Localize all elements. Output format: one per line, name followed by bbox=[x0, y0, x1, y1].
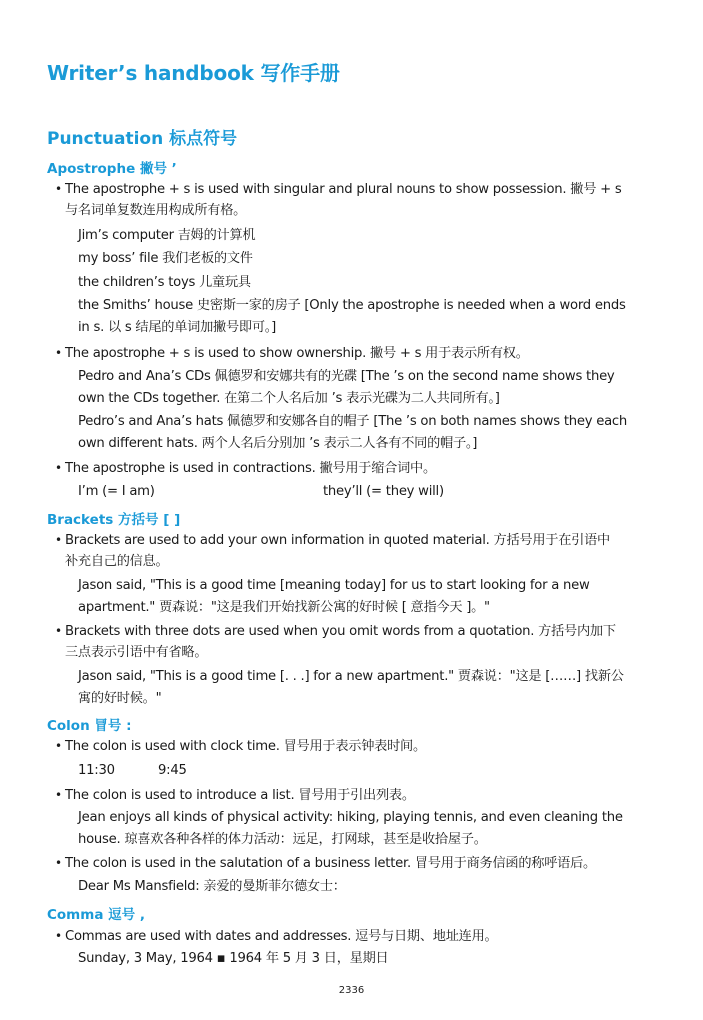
example-line: Sunday, 3 May, 1964 ▪ 1964 年 5 月 3 日，星期日 bbox=[78, 951, 389, 966]
bullet-text: Brackets with three dots are used when you omit words from a quotation. 方括号内加下 bbox=[65, 624, 616, 639]
subheading-brackets: Brackets 方括号 [ ] bbox=[47, 512, 181, 528]
example-line: my boss’ file 我们老板的文件 bbox=[78, 251, 253, 266]
bullet-dot: • bbox=[55, 182, 62, 196]
subheading-colon: Colon 冒号 : bbox=[47, 718, 132, 734]
bullet-item bbox=[55, 623, 616, 640]
bullet-dot: • bbox=[55, 788, 62, 802]
example-line-continued: own the CDs together. 在第二个人名后加 ’s 表示光碟为二人共同所有。] bbox=[78, 391, 500, 406]
bullet-dot: • bbox=[55, 929, 62, 943]
example-line: the children’s toys 儿童玩具 bbox=[78, 275, 251, 290]
bullet-text: The apostrophe + s is used to show ownership. 撇号 + s 用于表示所有权。 bbox=[65, 346, 529, 361]
example-line: they’ll (= they will) bbox=[323, 484, 444, 499]
bullet-item bbox=[55, 345, 529, 362]
bullet-text-continued: 与名词单复数连用构成所有格。 bbox=[65, 203, 247, 218]
example-line: 11:30 bbox=[78, 763, 115, 778]
example-line-continued: in s. 以 s 结尾的单词加撇号即可。] bbox=[78, 320, 277, 335]
example-line-continued: apartment." 贾森说："这是我们开始找新公寓的好时候 [ 意指今天 ]。" bbox=[78, 600, 490, 615]
example-line: Jim’s computer 吉姆的计算机 bbox=[78, 228, 256, 243]
bullet-item bbox=[55, 532, 610, 549]
example-line: Dear Ms Mansfield: 亲爱的曼斯菲尔德女士： bbox=[78, 879, 346, 894]
bullet-text: The apostrophe is used in contractions. 撇号用于缩合词中。 bbox=[65, 461, 436, 476]
bullet-text-continued: 三点表示引语中有省略。 bbox=[65, 645, 208, 660]
bullet-item bbox=[55, 787, 415, 804]
bullet-dot: • bbox=[55, 739, 62, 753]
bullet-text: The colon is used to introduce a list. 冒号用于引出列表。 bbox=[65, 788, 415, 803]
bullet-text: The apostrophe + s is used with singular and plural nouns to show possession. 撇号 + s bbox=[65, 182, 622, 197]
example-line: Jean enjoys all kinds of physical activity: hiking, playing tennis, and even cleaning the bbox=[78, 810, 623, 825]
example-line: 9:45 bbox=[158, 763, 187, 778]
bullet-text: The colon is used with clock time. 冒号用于表示钟表时间。 bbox=[65, 739, 426, 754]
example-line: the Smiths’ house 史密斯一家的房子 [Only the apostrophe is needed when a word ends bbox=[78, 298, 626, 313]
bullet-dot: • bbox=[55, 856, 62, 870]
bullet-dot: • bbox=[55, 624, 62, 638]
example-line-continued: house. 琼喜欢各种各样的体力活动：远足，打网球，甚至是收拾屋子。 bbox=[78, 832, 487, 847]
page-title: Writer’s handbook 写作手册 bbox=[47, 61, 340, 85]
subheading-comma: Comma 逗号 , bbox=[47, 907, 145, 923]
bullet-dot: • bbox=[55, 461, 62, 475]
bullet-text: The colon is used in the salutation of a business letter. 冒号用于商务信函的称呼语后。 bbox=[65, 856, 596, 871]
example-line: I’m (= I am) bbox=[78, 484, 155, 499]
bullet-item bbox=[55, 460, 436, 477]
section-heading-punctuation: Punctuation 标点符号 bbox=[47, 129, 238, 149]
bullet-text: Brackets are used to add your own information in quoted material. 方括号用于在引语中 bbox=[65, 533, 610, 548]
subheading-apostrophe: Apostrophe 撇号 ’ bbox=[47, 161, 177, 177]
example-line-continued: 寓的好时候。" bbox=[78, 691, 162, 706]
bullet-dot: • bbox=[55, 346, 62, 360]
example-line: Pedro and Ana’s CDs 佩德罗和安娜共有的光碟 [The ’s on the second name shows they bbox=[78, 369, 615, 384]
bullet-item bbox=[55, 928, 498, 945]
bullet-item bbox=[55, 181, 621, 198]
bullet-dot: • bbox=[55, 533, 62, 547]
bullet-item bbox=[55, 855, 596, 872]
example-line: Jason said, "This is a good time [. . .] for a new apartment." 贾森说："这是 [……] 找新公 bbox=[78, 669, 624, 684]
bullet-text-continued: 补充自己的信息。 bbox=[65, 554, 169, 569]
example-line: Pedro’s and Ana’s hats 佩德罗和安娜各自的帽子 [The ’s on both names shows they each bbox=[78, 414, 628, 429]
example-line: Jason said, "This is a good time [meaning today] for us to start looking for a new bbox=[78, 578, 590, 593]
example-line-continued: own different hats. 两个人名后分别加 ’s 表示二人各有不同的帽子。] bbox=[78, 436, 478, 451]
bullet-item bbox=[55, 738, 426, 755]
bullet-text: Commas are used with dates and addresses. 逗号与日期、地址连用。 bbox=[65, 929, 498, 944]
page-number: 2336 bbox=[338, 985, 365, 996]
